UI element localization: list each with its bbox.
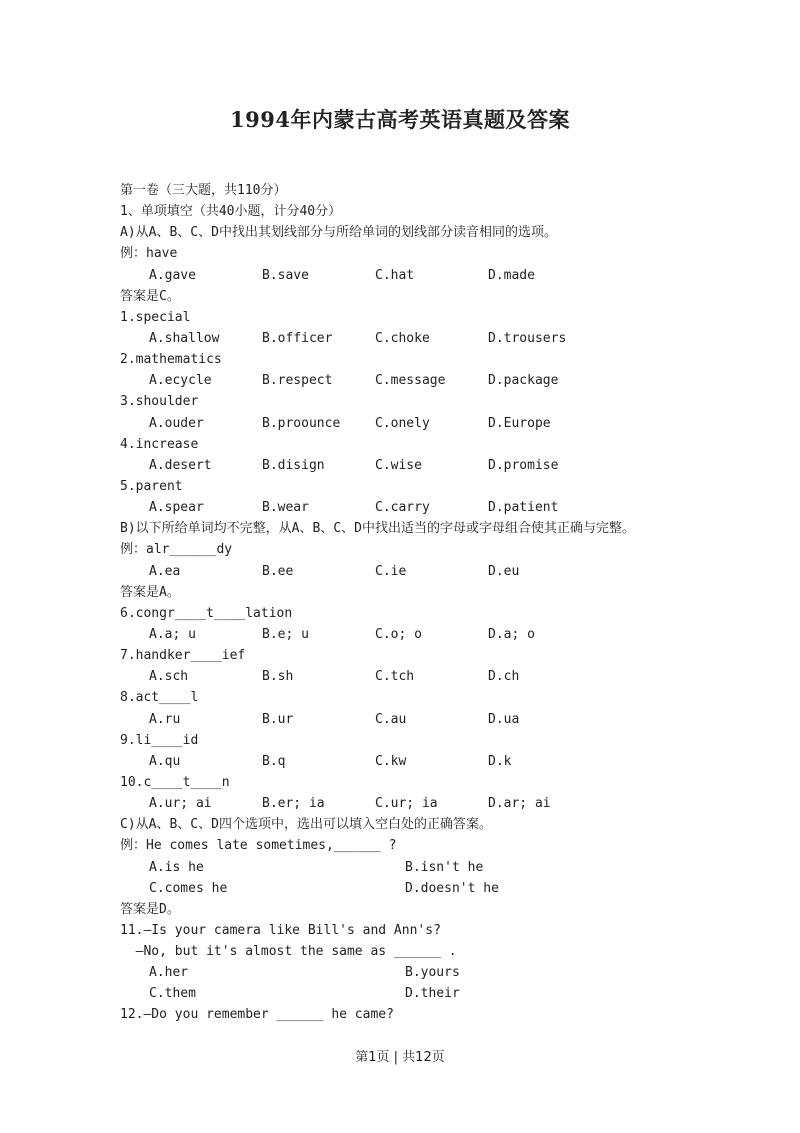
text-line: 1、单项填空（共40小题，计分40分） — [120, 204, 342, 220]
option: B.q — [262, 753, 286, 769]
option-row — [120, 370, 680, 391]
option: A.her — [149, 965, 189, 981]
text-line: 答案是C。 — [120, 288, 180, 304]
option: A.shallow — [149, 330, 220, 346]
option-row — [120, 413, 680, 434]
text-line: C)从A、B、C、D四个选项中，选出可以填入空白处的正确答案。 — [120, 817, 492, 833]
option: A.ea — [149, 563, 181, 579]
text-line: 例：have — [120, 246, 178, 262]
option: B.sh — [262, 669, 294, 685]
option-row — [120, 328, 680, 349]
text-line: 9.li____id — [120, 732, 199, 748]
option: D.made — [488, 267, 535, 283]
page-footer: 第1页 | 共12页 — [355, 1050, 445, 1065]
option-row — [120, 983, 680, 1004]
option: D.trousers — [488, 330, 567, 346]
text-line: 6.congr____t____lation — [120, 605, 293, 621]
option: C.comes he — [149, 880, 228, 896]
option: D.a; o — [488, 626, 535, 642]
option: B.isn't he — [405, 859, 484, 875]
option: A.is he — [149, 859, 204, 875]
option: C.them — [149, 986, 196, 1002]
option-row — [120, 709, 680, 730]
text-line: 10.c____t____n — [120, 774, 230, 790]
text-line: 例：alr______dy — [120, 542, 233, 558]
option: A.qu — [149, 753, 181, 769]
option: D.ar; ai — [488, 796, 551, 812]
option: C.au — [375, 711, 407, 727]
option: B.proounce — [262, 415, 341, 431]
option: D.patient — [488, 500, 559, 516]
option: D.their — [405, 986, 460, 1002]
exam-content — [120, 180, 680, 1026]
option: D.promise — [488, 457, 559, 473]
text-line: 2.mathematics — [120, 352, 222, 368]
option: B.officer — [262, 330, 333, 346]
option: C.hat — [375, 267, 415, 283]
option-row — [120, 666, 680, 687]
option: A.ur; ai — [149, 796, 212, 812]
option: C.message — [375, 373, 446, 389]
option: D.ch — [488, 669, 520, 685]
option: A.ecycle — [149, 373, 212, 389]
text-line: 11.—Is your camera like Bill's and Ann's? — [120, 922, 441, 938]
page-title: 1994年内蒙古高考英语真题及答案 — [230, 107, 570, 132]
option: A.a; u — [149, 626, 196, 642]
option: C.tch — [375, 669, 415, 685]
option: B.save — [262, 267, 309, 283]
text-line: 8.act____l — [120, 690, 199, 706]
option: B.yours — [405, 965, 460, 981]
option: B.er; ia — [262, 796, 325, 812]
option: D.ua — [488, 711, 520, 727]
option-row — [120, 793, 680, 814]
option: C.carry — [375, 500, 430, 516]
text-line: 答案是A。 — [120, 584, 180, 600]
option-row — [120, 624, 680, 645]
option-row — [120, 455, 680, 476]
option: B.ur — [262, 711, 294, 727]
text-line: 5.parent — [120, 478, 183, 494]
option-row — [120, 857, 680, 878]
option: C.o; o — [375, 626, 422, 642]
option: D.Europe — [488, 415, 551, 431]
option: D.eu — [488, 563, 520, 579]
text-line: 12.—Do you remember ______ he came? — [120, 1007, 394, 1023]
option: C.kw — [375, 753, 407, 769]
text-line: —No, but it's almost the same as ______ . — [120, 944, 457, 960]
option: C.choke — [375, 330, 430, 346]
option-row — [120, 878, 680, 899]
option: A.gave — [149, 267, 196, 283]
option: A.ru — [149, 711, 181, 727]
option: C.ie — [375, 563, 407, 579]
option: A.ouder — [149, 415, 204, 431]
text-line: 3.shoulder — [120, 394, 199, 410]
option: B.ee — [262, 563, 294, 579]
option: D.k — [488, 753, 512, 769]
text-line: 第一卷（三大题，共110分） — [120, 183, 287, 198]
option: C.wise — [375, 457, 422, 473]
text-line: 1.special — [120, 309, 191, 325]
option: B.wear — [262, 500, 309, 516]
text-line: A)从A、B、C、D中找出其划线部分与所给单词的划线部分读音相同的选项。 — [120, 225, 557, 241]
option-row — [120, 265, 680, 286]
text-line: 答案是D。 — [120, 901, 180, 917]
text-line: 例：He comes late sometimes,______ ? — [120, 838, 397, 854]
text-line: 7.handker____ief — [120, 648, 246, 664]
option-row — [120, 497, 680, 518]
text-line: B)以下所给单词均不完整，从A、B、C、D中找出适当的字母或字母组合使其正确与完整。 — [120, 521, 635, 537]
option: B.disign — [262, 457, 325, 473]
option: A.sch — [149, 669, 189, 685]
option-row — [120, 751, 680, 772]
text-line: 4.increase — [120, 436, 199, 452]
option: B.respect — [262, 373, 333, 389]
option: B.e; u — [262, 626, 309, 642]
option: D.doesn't he — [405, 880, 499, 896]
option-row — [120, 962, 680, 983]
option: C.ur; ia — [375, 796, 438, 812]
option-row — [120, 561, 680, 582]
option: C.onely — [375, 415, 430, 431]
option: A.spear — [149, 500, 204, 516]
option: A.desert — [149, 457, 212, 473]
option: D.package — [488, 373, 559, 389]
